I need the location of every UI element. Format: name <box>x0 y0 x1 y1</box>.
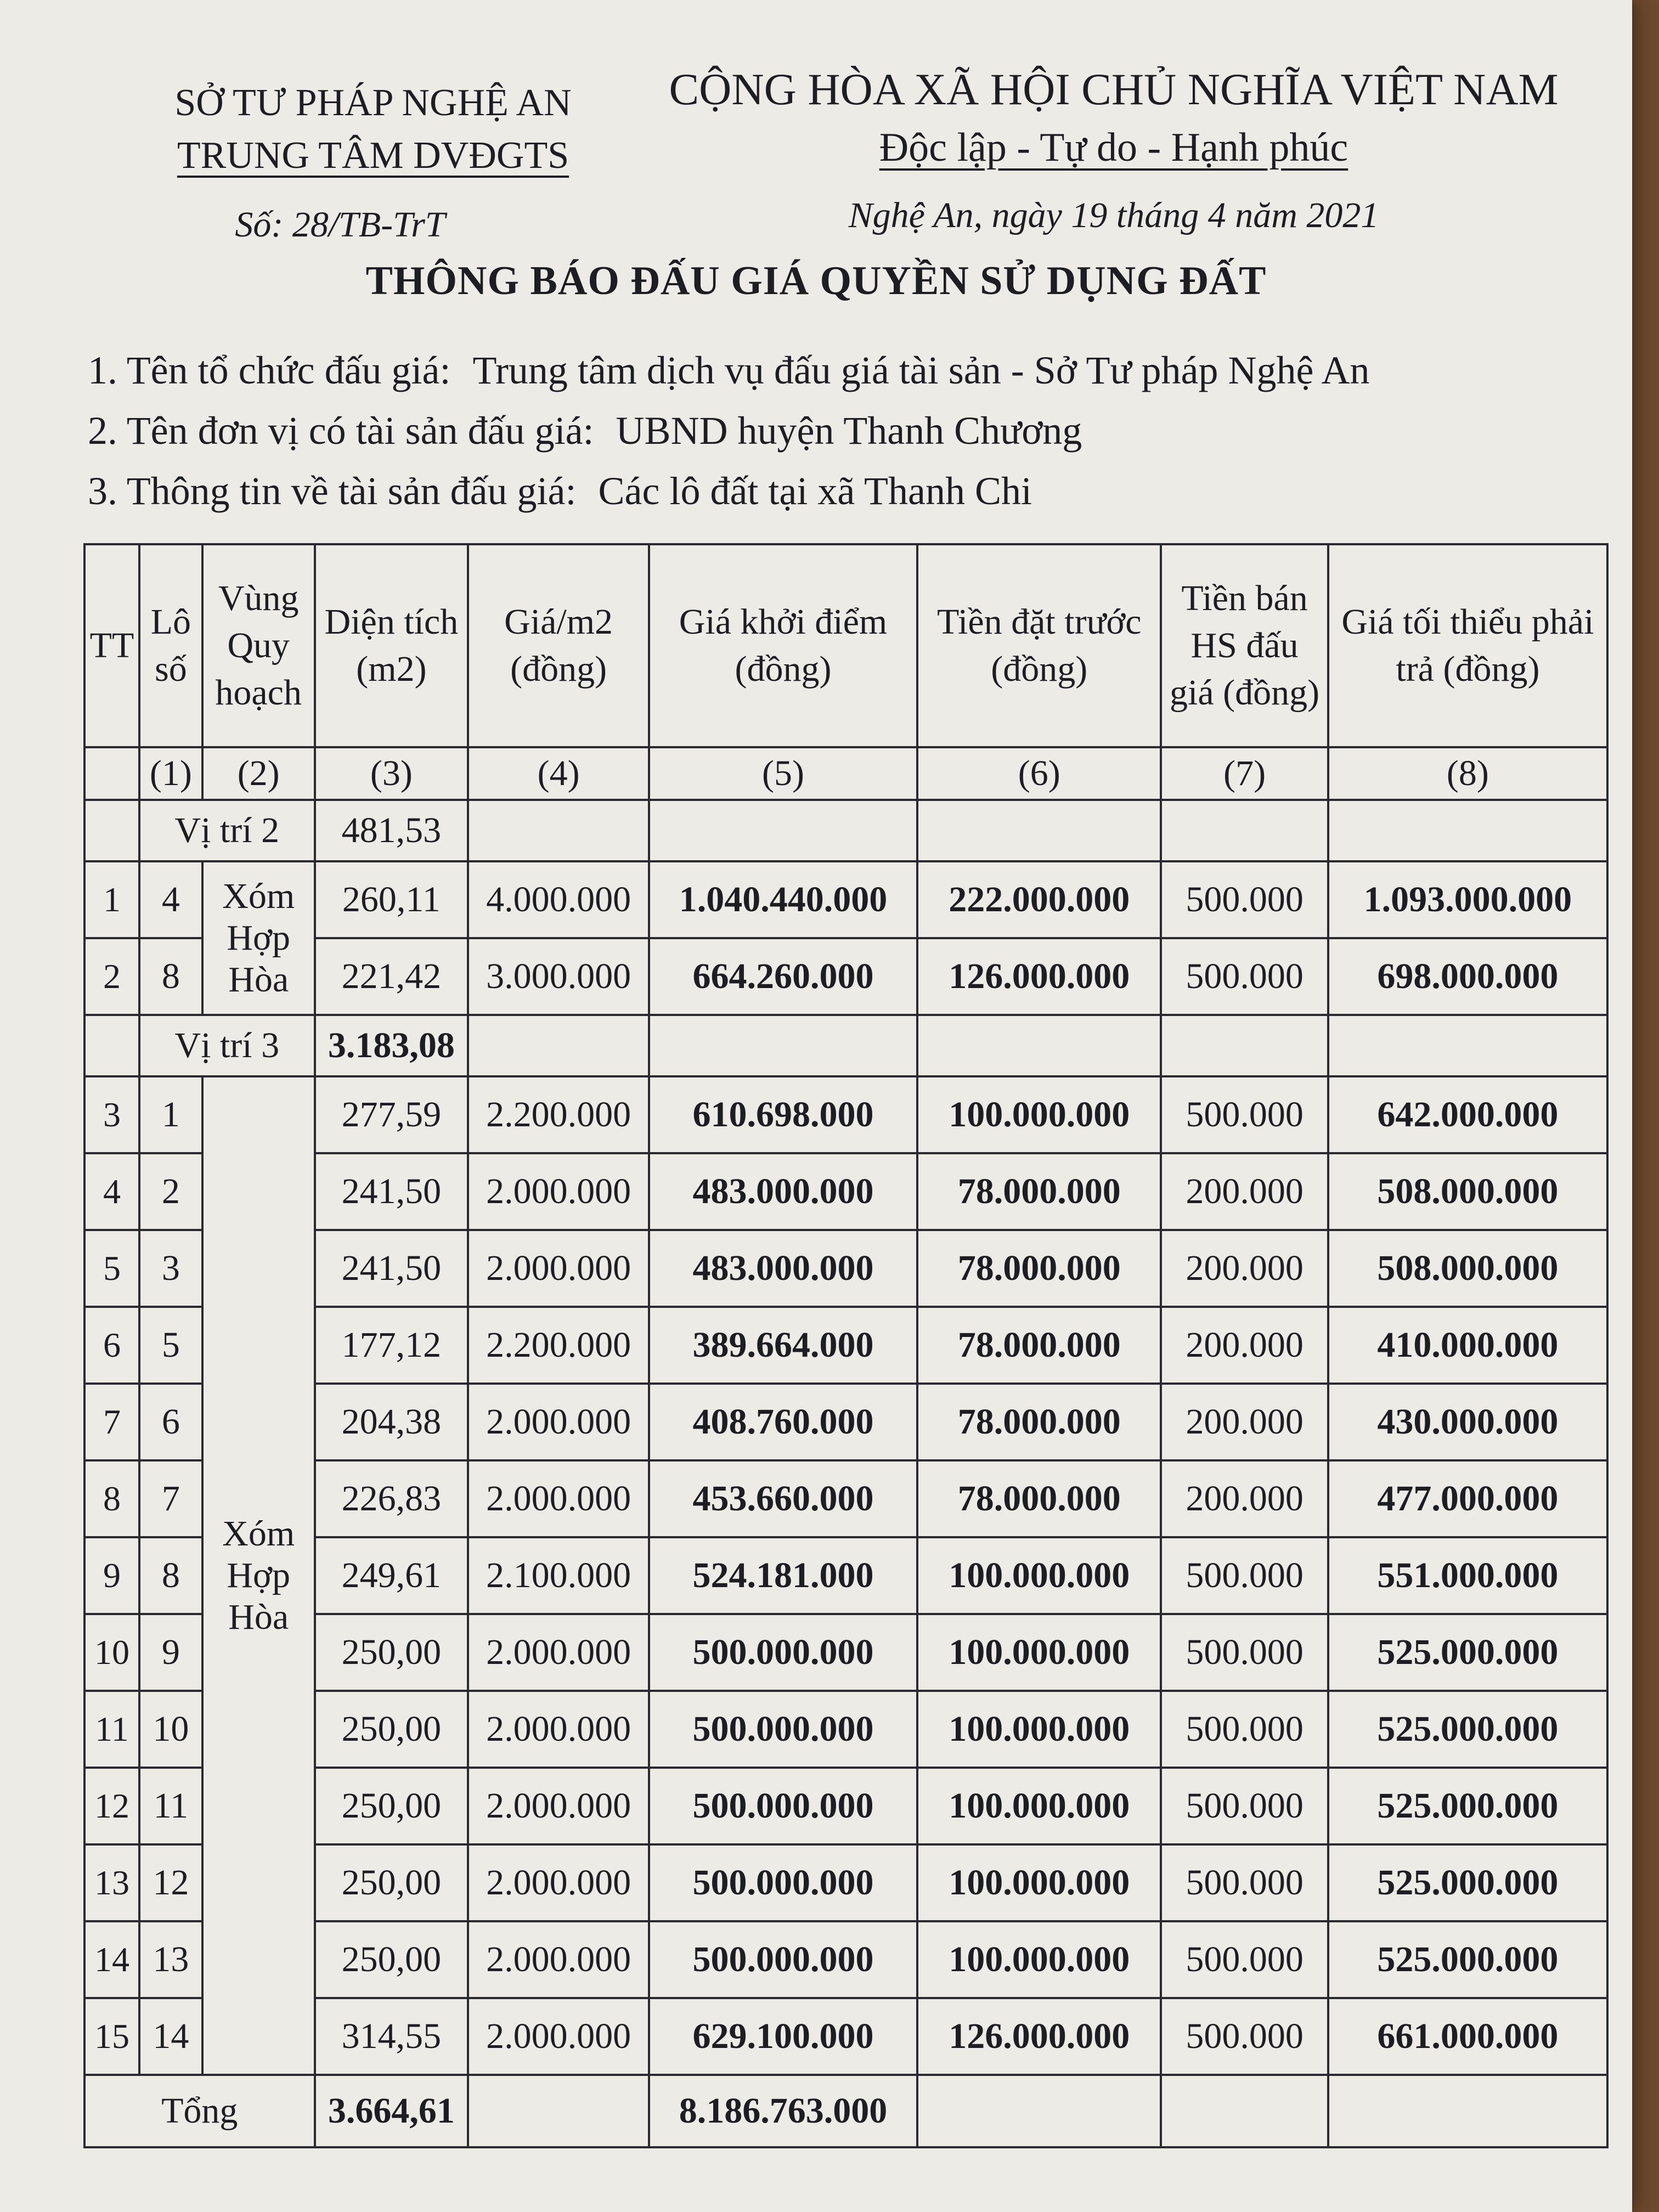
table-cell: 524.181.000 <box>649 1537 917 1614</box>
table-cell: 2.000.000 <box>468 1998 649 2075</box>
column-number: (2) <box>202 747 315 800</box>
table-cell: 8 <box>139 938 202 1015</box>
table-cell: 500.000 <box>1161 1844 1328 1921</box>
group-area: 481,53 <box>315 800 469 861</box>
table-cell: 7 <box>139 1460 202 1537</box>
table-cell: 2 <box>139 1153 202 1230</box>
info-owner <box>88 400 1369 461</box>
national-header <box>647 60 1580 245</box>
table-cell: 1 <box>84 861 139 938</box>
table-cell: 661.000.000 <box>1328 1998 1607 2075</box>
column-header: Giá/m2 (đồng) <box>468 544 649 747</box>
auction-table <box>83 543 1609 2148</box>
table-cell: 9 <box>84 1537 139 1614</box>
column-number: (1) <box>139 747 202 800</box>
table-cell: 3.000.000 <box>468 938 649 1015</box>
table-cell: 629.100.000 <box>649 1998 917 2075</box>
table-cell: 7 <box>84 1384 139 1460</box>
table-cell: 200.000 <box>1161 1384 1328 1460</box>
column-header: Lô số <box>139 544 202 747</box>
table-cell: 260,11 <box>315 861 469 938</box>
table-cell: 10 <box>139 1691 202 1768</box>
table-cell: 5 <box>84 1230 139 1307</box>
table-cell: 525.000.000 <box>1328 1844 1607 1921</box>
table-cell: 477.000.000 <box>1328 1460 1607 1537</box>
table-cell: 500.000 <box>1161 1076 1328 1153</box>
table-cell: 508.000.000 <box>1328 1153 1607 1230</box>
table-cell: 250,00 <box>315 1614 469 1691</box>
table-cell: 11 <box>139 1768 202 1844</box>
national-motto: Độc lập - Tự do - Hạnh phúc <box>879 125 1348 170</box>
table-cell: 277,59 <box>315 1076 469 1153</box>
table-cell: 500.000 <box>1161 1614 1328 1691</box>
table-cell: 100.000.000 <box>917 1921 1161 1998</box>
table-cell: 2.000.000 <box>468 1691 649 1768</box>
table-cell: 12 <box>84 1768 139 1844</box>
table-cell: 8 <box>84 1460 139 1537</box>
column-number: (8) <box>1328 747 1607 800</box>
total-area: 3.664,61 <box>315 2075 469 2147</box>
document-number: Số: 28/TB-TrT <box>235 205 445 245</box>
group-row-vi-tri-2 <box>84 800 1607 861</box>
info-organizer <box>88 340 1369 400</box>
table-cell: 500.000.000 <box>649 1614 917 1691</box>
info-asset <box>88 461 1369 521</box>
table-cell: 241,50 <box>315 1230 469 1307</box>
table-cell: 250,00 <box>315 1691 469 1768</box>
table-cell: 2.000.000 <box>468 1384 649 1460</box>
table-cell: 4 <box>139 861 202 938</box>
table-cell: 500.000.000 <box>649 1844 917 1921</box>
column-header: Tiền bán HS đấu giá (đồng) <box>1161 544 1328 747</box>
table-cell: 222.000.000 <box>917 861 1161 938</box>
table-cell: 483.000.000 <box>649 1230 917 1307</box>
table-cell: 221,42 <box>315 938 469 1015</box>
table-cell: 1 <box>139 1076 202 1153</box>
table-cell: 200.000 <box>1161 1307 1328 1384</box>
column-number-row <box>84 747 1607 800</box>
table-cell: 250,00 <box>315 1844 469 1921</box>
table-cell: 249,61 <box>315 1537 469 1614</box>
table-cell: 2.000.000 <box>468 1230 649 1307</box>
table-cell: 4 <box>84 1153 139 1230</box>
total-row <box>84 2075 1607 2147</box>
table-cell: 226,83 <box>315 1460 469 1537</box>
table-cell: 3 <box>84 1076 139 1153</box>
table-cell: 642.000.000 <box>1328 1076 1607 1153</box>
table-cell: 8 <box>139 1537 202 1614</box>
table-cell: 13 <box>139 1921 202 1998</box>
table-cell: 551.000.000 <box>1328 1537 1607 1614</box>
table-cell: 2.000.000 <box>468 1844 649 1921</box>
table-cell: 78.000.000 <box>917 1460 1161 1537</box>
table-cell: 2.000.000 <box>468 1153 649 1230</box>
table-cell: 525.000.000 <box>1328 1921 1607 1998</box>
table-row <box>84 1076 1607 1153</box>
table-cell: 453.660.000 <box>649 1460 917 1537</box>
info-label: 3. Thông tin về tài sản đấu giá: <box>88 469 577 513</box>
table-cell: 500.000 <box>1161 1537 1328 1614</box>
table-cell: 500.000 <box>1161 1998 1328 2075</box>
issuer-line-1: SỞ TƯ PHÁP NGHỆ AN <box>174 82 572 124</box>
table-cell: 9 <box>139 1614 202 1691</box>
table-cell: 200.000 <box>1161 1230 1328 1307</box>
table-cell: 6 <box>139 1384 202 1460</box>
column-header: Tiền đặt trước (đồng) <box>917 544 1161 747</box>
column-number <box>84 747 139 800</box>
column-header: TT <box>84 544 139 747</box>
table-cell: 177,12 <box>315 1307 469 1384</box>
table-cell: 250,00 <box>315 1768 469 1844</box>
table-cell: 100.000.000 <box>917 1691 1161 1768</box>
column-header: Vùng Quy hoạch <box>202 544 315 747</box>
table-cell: 78.000.000 <box>917 1384 1161 1460</box>
table-cell: 2.000.000 <box>468 1614 649 1691</box>
table-cell: 500.000 <box>1161 1691 1328 1768</box>
table-cell: 500.000.000 <box>649 1921 917 1998</box>
column-header: Giá tối thiểu phải trả (đồng) <box>1328 544 1607 747</box>
table-cell: 100.000.000 <box>917 1844 1161 1921</box>
table-cell: 483.000.000 <box>649 1153 917 1230</box>
table-cell: 241,50 <box>315 1153 469 1230</box>
table-cell: 500.000 <box>1161 938 1328 1015</box>
table-cell: 14 <box>139 1998 202 2075</box>
column-number: (6) <box>917 747 1161 800</box>
table-cell: 408.760.000 <box>649 1384 917 1460</box>
table-cell: 525.000.000 <box>1328 1768 1607 1844</box>
table-cell: 1.093.000.000 <box>1328 861 1607 938</box>
table-cell: 100.000.000 <box>917 1768 1161 1844</box>
table-header-row <box>84 544 1607 747</box>
table-cell: 200.000 <box>1161 1460 1328 1537</box>
table-cell: 1.040.440.000 <box>649 861 917 938</box>
group-area: 3.183,08 <box>315 1015 469 1076</box>
total-label: Tổng <box>84 2075 315 2147</box>
table-cell: 500.000.000 <box>649 1691 917 1768</box>
table-cell: 2 <box>84 938 139 1015</box>
info-label: 1. Tên tổ chức đấu giá: <box>88 348 451 392</box>
total-start-price: 8.186.763.000 <box>649 2075 917 2147</box>
table-cell: 525.000.000 <box>1328 1691 1607 1768</box>
info-value: Các lô đất tại xã Thanh Chi <box>598 469 1032 513</box>
table-cell: 3 <box>139 1230 202 1307</box>
table-cell: 6 <box>84 1307 139 1384</box>
table-cell: 314,55 <box>315 1998 469 2075</box>
table-cell: 664.260.000 <box>649 938 917 1015</box>
table-cell: 610.698.000 <box>649 1076 917 1153</box>
table-cell: 500.000 <box>1161 1921 1328 1998</box>
table-row <box>84 861 1607 938</box>
table-cell: 698.000.000 <box>1328 938 1607 1015</box>
info-value: UBND huyện Thanh Chương <box>616 409 1082 453</box>
table-cell: 5 <box>139 1307 202 1384</box>
table-cell: 126.000.000 <box>917 938 1161 1015</box>
document-date: Nghệ An, ngày 19 tháng 4 năm 2021 <box>848 195 1379 235</box>
table-cell: 2.000.000 <box>468 1921 649 1998</box>
table-body <box>84 800 1607 2147</box>
table-cell: 500.000.000 <box>649 1768 917 1844</box>
table-cell: 78.000.000 <box>917 1230 1161 1307</box>
info-value: Trung tâm dịch vụ đấu giá tài sản - Sở Tư pháp Nghệ An <box>472 348 1370 392</box>
document-title: THÔNG BÁO ĐẤU GIÁ QUYỀN SỬ DỤNG ĐẤT <box>365 258 1267 303</box>
table-cell: 2.200.000 <box>468 1307 649 1384</box>
column-number: (4) <box>468 747 649 800</box>
table-cell: 11 <box>84 1691 139 1768</box>
column-number: (7) <box>1161 747 1328 800</box>
zone-cell: Xóm Hợp Hòa <box>202 1076 315 2075</box>
table-cell: 12 <box>139 1844 202 1921</box>
table-cell: 410.000.000 <box>1328 1307 1607 1384</box>
table-cell: 10 <box>84 1614 139 1691</box>
column-number: (5) <box>649 747 917 800</box>
table-cell: 430.000.000 <box>1328 1384 1607 1460</box>
table-cell: 2.000.000 <box>468 1768 649 1844</box>
table-cell: 126.000.000 <box>917 1998 1161 2075</box>
table-cell: 78.000.000 <box>917 1307 1161 1384</box>
table-cell: 250,00 <box>315 1921 469 1998</box>
table-cell: 15 <box>84 1998 139 2075</box>
zone-cell: Xóm Hợp Hòa <box>202 861 315 1015</box>
column-header: Giá khởi điểm (đồng) <box>649 544 917 747</box>
table-cell: 100.000.000 <box>917 1537 1161 1614</box>
table-cell: 2.100.000 <box>468 1537 649 1614</box>
table-cell: 2.000.000 <box>468 1460 649 1537</box>
column-header: Diện tích (m2) <box>315 544 469 747</box>
table-cell: 389.664.000 <box>649 1307 917 1384</box>
issuer-header <box>99 77 647 251</box>
table-cell: 4.000.000 <box>468 861 649 938</box>
column-number: (3) <box>315 747 469 800</box>
table-cell: 525.000.000 <box>1328 1614 1607 1691</box>
table-cell: 78.000.000 <box>917 1153 1161 1230</box>
table-cell: 13 <box>84 1844 139 1921</box>
table-cell: 500.000 <box>1161 861 1328 938</box>
group-row-vi-tri-3 <box>84 1015 1607 1076</box>
issuer-line-2: TRUNG TÂM DVĐGTS <box>177 134 569 177</box>
table-cell: 100.000.000 <box>917 1076 1161 1153</box>
info-label: 2. Tên đơn vị có tài sản đấu giá: <box>88 409 594 453</box>
table-cell: 14 <box>84 1921 139 1998</box>
table-cell: 508.000.000 <box>1328 1230 1607 1307</box>
table-cell: 2.200.000 <box>468 1076 649 1153</box>
group-label: Vị trí 3 <box>139 1015 315 1076</box>
table-cell: 500.000 <box>1161 1768 1328 1844</box>
table-cell: 100.000.000 <box>917 1614 1161 1691</box>
auction-info <box>88 340 1369 521</box>
table-cell: 204,38 <box>315 1384 469 1460</box>
table-cell: 200.000 <box>1161 1153 1328 1230</box>
nation-name: CỘNG HÒA XÃ HỘI CHỦ NGHĨA VIỆT NAM <box>669 64 1559 114</box>
group-label: Vị trí 2 <box>139 800 315 861</box>
